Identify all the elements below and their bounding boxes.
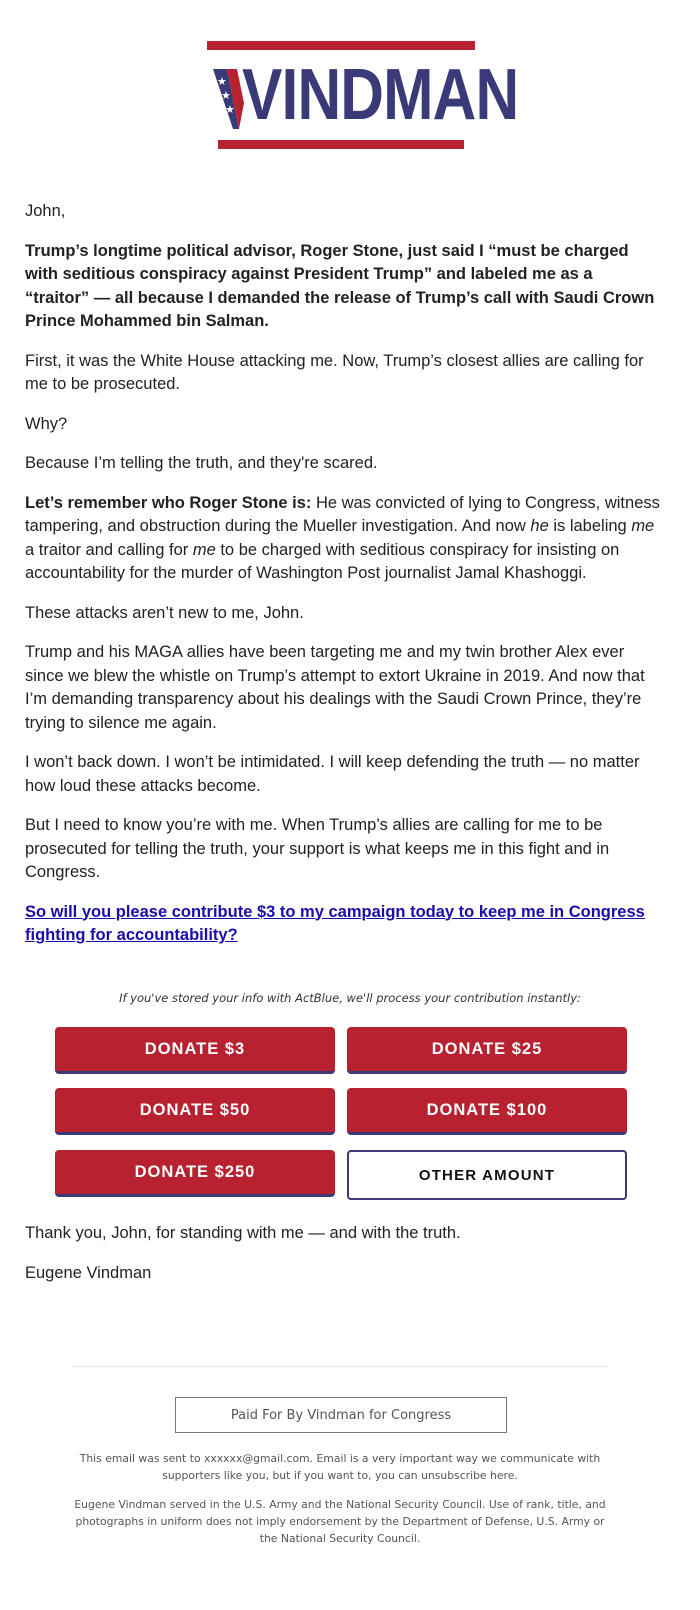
paragraph-italic: he (530, 517, 549, 535)
paragraph: Trump and his MAGA allies have been targeting me and my twin brother Alex ever since we blew the whistle on Trump’s attempt to extort Ukraine in 2019. And now that I’m demanding transparency about his dealings with the Saudi Crown Prince, they’re trying to silence me again. (25, 643, 645, 732)
paragraph-text: is labeling (548, 517, 632, 535)
vindman-logo (207, 41, 519, 151)
signature: Eugene Vindman (25, 1263, 152, 1282)
sent-to-prefix: This email was sent to (79, 1452, 204, 1465)
paragraph-text: to be charged with seditious conspiracy for insisting on accountability for the murder of Washington Post journalist Jamal Khashoggi. (25, 540, 620, 582)
svg-text:★: ★ (217, 75, 227, 88)
svg-text:★: ★ (221, 89, 231, 102)
recipient-email: xxxxxx@gmail.com (204, 1452, 310, 1465)
sent-to-notice (72, 1450, 608, 1484)
paragraph-italic: me (192, 540, 216, 559)
closing (25, 1222, 665, 1301)
actblue-note: If you've stored your info with ActBlue, we'll process your contribution instantly: (119, 991, 581, 1005)
greeting: John, (25, 202, 66, 220)
donate-100-button[interactable]: DONATE $100 (347, 1088, 627, 1135)
thank-you-text: Thank you, John, for standing with me — and with the truth. (25, 1224, 461, 1242)
other-amount-button[interactable]: OTHER AMOUNT (347, 1150, 627, 1200)
lead-paragraph: Trump’s longtime political advisor, Roger Stone, just said I “must be charged with seditious conspiracy against President Trump” and labeled me as a “traitor” — all because I demanded the release of Trump’s call with Saudi Crown Prince Mohammed bin Salman. (25, 241, 655, 330)
paragraph-text: a traitor and calling for (25, 540, 193, 559)
donate-50-button[interactable]: DONATE $50 (55, 1088, 335, 1135)
footer-divider (72, 1366, 608, 1367)
paragraph: But I need to know you’re with me. When Trump’s allies are calling for me to be prosecuted for telling the truth, your support is what keeps me in this fight and in Congress. (25, 816, 610, 881)
paragraph-lead-bold: Let’s remember who Roger Stone is: (25, 493, 312, 512)
paragraph: Because I’m telling the truth, and they're scared. (25, 454, 378, 472)
donate-250-button[interactable]: DONATE $250 (55, 1150, 335, 1197)
paragraph-italic: me (631, 517, 655, 535)
email-body (25, 200, 661, 964)
paragraph: First, it was the White House attacking me. Now, Trump’s closest allies are calling for me to be prosecuted. (25, 351, 644, 393)
paid-for-box: Paid For By Vindman for Congress (175, 1397, 507, 1433)
sent-to-suffix: . Email is a very important way we communicate with supporters like you, but if you want to, you can unsubscribe here. (162, 1452, 601, 1482)
donate-25-button[interactable]: DONATE $25 (347, 1027, 627, 1074)
paragraph: Why? (25, 414, 68, 433)
svg-text:★: ★ (225, 103, 235, 116)
donate-3-button[interactable]: DONATE $3 (55, 1027, 335, 1074)
logo-bottom-bar (218, 140, 464, 149)
paragraph: I won’t back down. I won’t be intimidated. I will keep defending the truth — no matter how loud these attacks become. (25, 753, 640, 795)
contribute-link[interactable]: So will you please contribute $3 to my campaign today to keep me in Congress fighting for accountability? (25, 902, 645, 944)
logo-wordmark: VINDMAN (242, 55, 519, 135)
roger-stone-paragraph (25, 492, 661, 586)
logo-top-bar (207, 41, 475, 50)
paragraph-text: He was convicted of lying to Congress, witness tampering, and obstruction during the Mueller investigation. And now (25, 493, 660, 535)
paragraph: These attacks aren’t new to me, John. (25, 603, 304, 622)
disclaimer: Eugene Vindman served in the U.S. Army and the National Security Council. Use of rank, title, and photographs in uniform does not imply endorsement by the Department of Defense, U.S. Army or the National Security Council. (74, 1498, 606, 1545)
